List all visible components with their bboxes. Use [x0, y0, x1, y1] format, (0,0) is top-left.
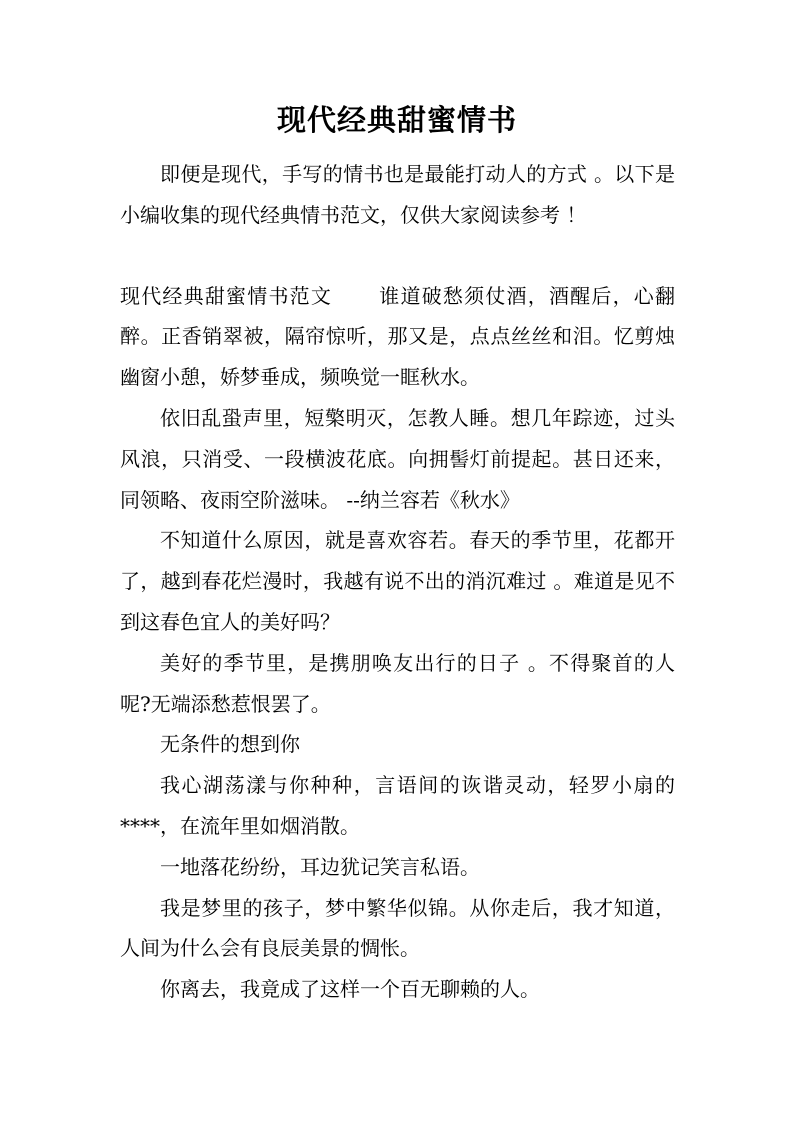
body-paragraph-6: 一地落花纷纷，耳边犹记笑言私语。 — [160, 854, 480, 879]
document-title: 现代经典甜蜜情书 — [276, 103, 517, 137]
body-paragraph-1: 依旧乱蛩声里，短檠明灭，怎教人睡。想几年踪迹，过头风浪，只消受、一段横波花底。向拥髻灯前提起。甚日还来，同领略、夜雨空阶滋味。 --纳兰容若《秋水》 — [120, 405, 675, 512]
body-paragraph-5: 我心湖荡漾与你种种，言语间的诙谐灵动，轻罗小扇的****，在流年里如烟消散。 — [120, 773, 675, 838]
paragraph-spacer — [120, 236, 675, 276]
body-paragraph-7: 我是梦里的孩子，梦中繁华似锦。从你走后，我才知道，人间为什么会有良辰美景的惆怅。 — [120, 895, 675, 961]
section-first-text: 谁道破愁须仗酒，酒醒后，心翻醉。正香销翠被，隔帘惊听，那又是，点点丝丝和泪。忆剪烛幽窗小憩，娇梦垂成，频唤觉一眶秋水。 — [120, 283, 676, 390]
body-paragraph-4: 无条件的想到你 — [160, 732, 300, 757]
document-body — [120, 154, 675, 1010]
body-paragraph-2: 不知道什么原因，就是喜欢容若。春天的季节里，花都开了，越到春花烂漫时，我越有说不出的消沉难过 。难道是见不到这春色宜人的美好吗？ — [120, 528, 675, 634]
body-paragraph-3: 美好的季节里，是携朋唤友出行的日子 。不得聚首的人呢?无端添愁惹恨罢了。 — [120, 650, 675, 716]
intro-paragraph: 即便是现代，手写的情书也是最能打动人的方式 。以下是小编收集的现代经典情书范文，仅供大家阅读参考 ！ — [120, 162, 675, 227]
body-paragraph-8: 你离去，我竟成了这样一个百无聊赖的人。 — [160, 977, 540, 1002]
section-heading: 现代经典甜蜜情书范文 — [120, 283, 333, 308]
section-first-paragraph — [120, 276, 675, 398]
